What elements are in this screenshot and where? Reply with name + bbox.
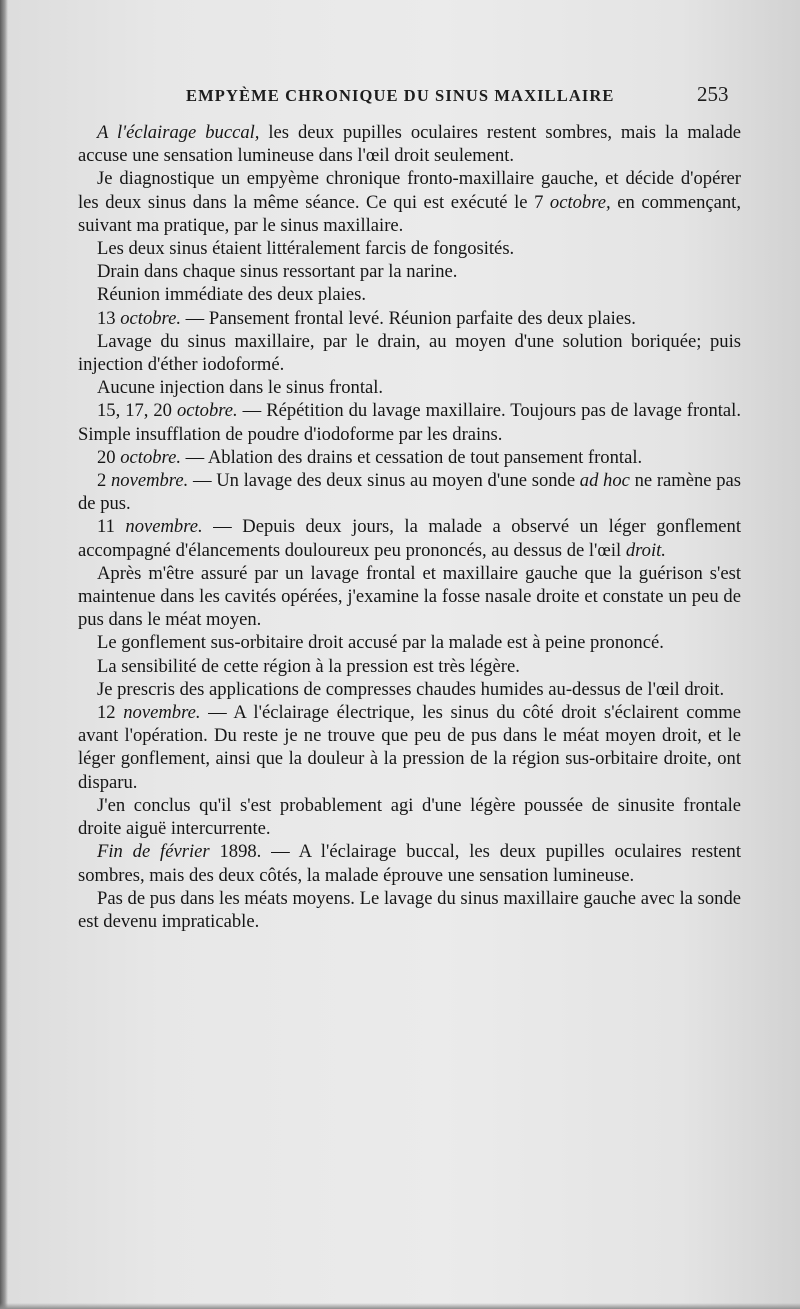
paragraph xyxy=(78,376,741,399)
paragraph-text: Aucune injection dans le sinus frontal. xyxy=(97,377,384,399)
paragraph-text: Les deux sinus étaient littéralement farcis de fongosités. xyxy=(97,238,515,260)
paragraph-emphasis: octobre, xyxy=(549,191,611,213)
paragraph-lead: novembre. xyxy=(110,470,189,492)
paragraph xyxy=(78,260,741,283)
paragraph-text: Je diagnostique un empyème chronique fronto-maxillaire gauche, et décide d'opérer les deux sinus dans la même séance. Ce qui est exécuté le 7 xyxy=(78,168,741,213)
paragraph-text: Après m'être assuré par un lavage frontal et maxillaire gauche que la guérison s'est maintenue dans les cavités opérées, j'examine la fosse nasale droite et constate un peu de pus dans le méat moyen. xyxy=(78,562,741,631)
body-text xyxy=(78,121,741,933)
paragraph-tail: ne ramène pas de pus. xyxy=(78,470,741,515)
date-prefix: 15, 17, 20 xyxy=(97,400,177,422)
paragraph-text: Réunion immédiate des deux plaies. xyxy=(97,284,367,306)
paragraph-text: — Pansement frontal levé. Réunion parfaite des deux plaies. xyxy=(181,307,636,329)
paragraph xyxy=(78,701,741,794)
paragraph xyxy=(78,794,741,840)
paragraph xyxy=(78,307,741,330)
paragraph-emphasis: droit. xyxy=(625,539,666,561)
date-prefix: 12 xyxy=(97,702,124,724)
paragraph-text: J'en conclus qu'il s'est probablement agi d'une légère poussée de sinusite frontale droite aiguë intercurrente. xyxy=(78,794,741,840)
paragraph-text: 1898. — A l'éclairage buccal, les deux pupilles oculaires restent sombres, mais des deux côtés, la malade éprouve une sensation lumineuse. xyxy=(78,841,741,886)
paragraph-lead: octobre. xyxy=(120,307,182,329)
paragraph xyxy=(78,283,741,306)
paragraph xyxy=(78,631,741,654)
paragraph-text: Je prescris des applications de compresses chaudes humides au-dessus de l'œil droit. xyxy=(97,678,725,700)
paragraph-text: — Un lavage des deux sinus au moyen d'une sonde xyxy=(188,470,580,492)
paragraph-lead: A l'éclairage buccal, xyxy=(97,122,260,143)
date-prefix: 20 xyxy=(97,446,121,468)
paragraph xyxy=(78,515,741,561)
paragraph xyxy=(78,678,741,701)
paragraph-text: Lavage du sinus maxillaire, par le drain, au moyen d'une solution boriquée; puis injection d'éther iodoformé. xyxy=(78,330,741,376)
paragraph xyxy=(78,469,741,515)
paragraph xyxy=(78,330,741,376)
page-edge-shadow xyxy=(0,0,8,1309)
paragraph xyxy=(78,562,741,632)
paragraph-text: Pas de pus dans les méats moyens. Le lavage du sinus maxillaire gauche avec la sonde est devenu impraticable. xyxy=(78,887,741,932)
paragraph-emphasis: ad hoc xyxy=(579,470,630,492)
paragraph-text: — Ablation des drains et cessation de tout pansement frontal. xyxy=(181,446,643,468)
paragraph-lead: novembre. xyxy=(123,702,201,724)
date-prefix: 11 xyxy=(97,516,126,538)
paragraph xyxy=(78,446,741,469)
paragraph xyxy=(78,167,741,237)
page-number: 253 xyxy=(697,82,729,106)
paragraph-text: Le gonflement sus-orbitaire droit accusé par la malade est à peine prononcé. xyxy=(97,632,664,654)
paragraph xyxy=(78,840,741,886)
paragraph-text: — A l'éclairage électrique, les sinus du côté droit s'éclairent comme avant l'opération. Du reste je ne trouve que peu de pus dans le méat moyen droit, et le léger gonflement, ainsi que la douleur à la pression de la région sus-orbitaire droite, ont disparu. xyxy=(78,702,741,793)
paragraph-lead: novembre. xyxy=(125,516,203,538)
page-edge-shadow-bottom xyxy=(0,1303,800,1309)
paragraph xyxy=(78,237,741,260)
paragraph-text: les deux pupilles oculaires restent sombres, mais la malade accuse une sensation lumineuse dans l'œil droit seulement. xyxy=(78,122,741,167)
paragraph-tail: en commençant, suivant ma pratique, par le sinus maxillaire. xyxy=(78,191,741,236)
chapter-title: EMPYÈME CHRONIQUE DU SINUS MAXILLAIRE xyxy=(186,86,615,105)
paragraph-text: Drain dans chaque sinus ressortant par la narine. xyxy=(97,261,458,283)
paragraph xyxy=(78,655,741,678)
paragraph xyxy=(78,399,741,445)
date-prefix: 13 xyxy=(97,307,121,329)
paragraph xyxy=(78,121,741,167)
paragraph-lead: octobre. xyxy=(120,446,182,468)
paragraph-text: — Répétition du lavage maxillaire. Toujours pas de lavage frontal. Simple insufflation de poudre d'iodoforme par les drains. xyxy=(78,400,741,445)
paragraph-text: — Depuis deux jours, la malade a observé un léger gonflement accompagné d'élancements douloureux peu prononcés, au dessus de l'œil xyxy=(78,516,741,561)
paragraph-lead: octobre. xyxy=(176,400,238,422)
paragraph-text: La sensibilité de cette région à la pression est très légère. xyxy=(97,655,520,677)
paragraph-lead: Fin de février xyxy=(97,841,210,863)
running-head xyxy=(0,82,800,112)
paragraph xyxy=(78,887,741,933)
date-prefix: 2 xyxy=(97,470,111,492)
